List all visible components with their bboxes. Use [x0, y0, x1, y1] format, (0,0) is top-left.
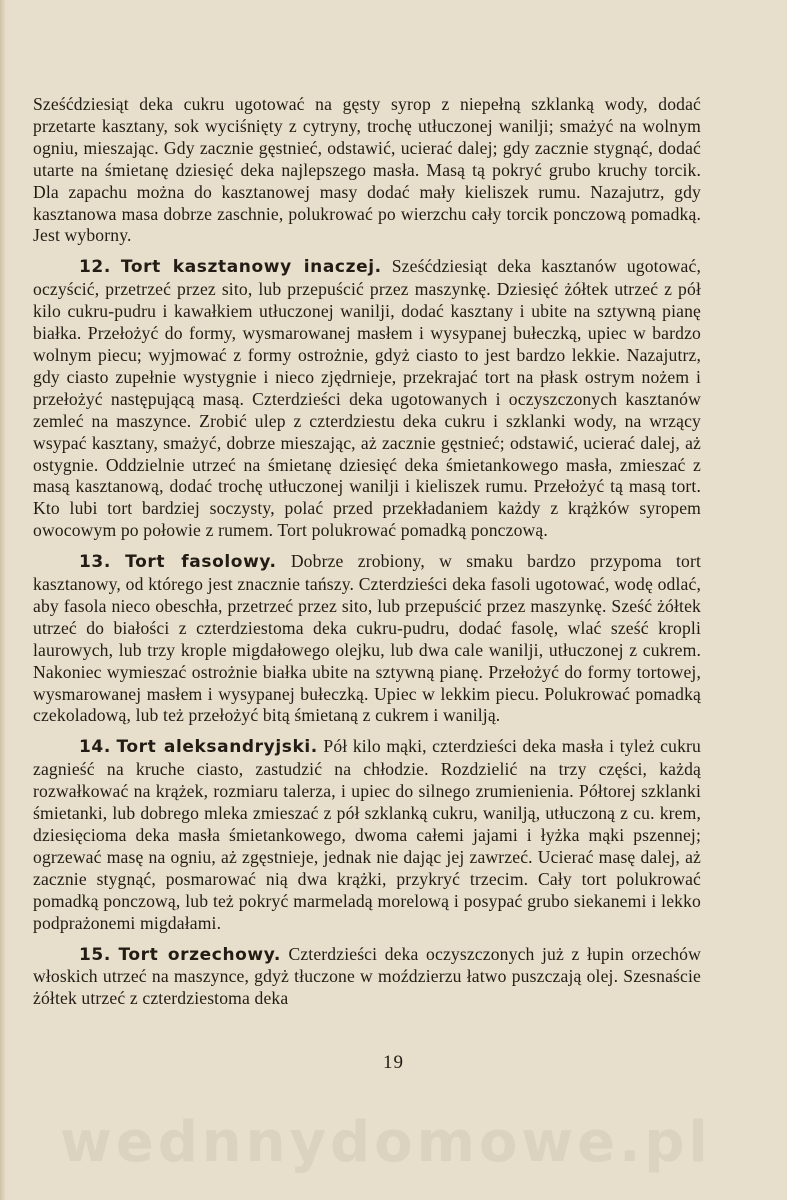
recipe-title: Tort kasztanowy inaczej.	[120, 257, 382, 278]
recipe-number: 14.	[79, 737, 111, 758]
page-edge-shadow	[0, 0, 6, 1200]
recipe-number: 12.	[79, 257, 111, 278]
recipe-body: Czterdzieści deka oczyszczonych już z łupin orzechów włoskich utrzeć na maszynce, gdyż tłuczone w moździerzu łatwo puszczają olej. Szesnaście żółtek utrzeć z czterdziestoma deka	[33, 943, 701, 1009]
recipe-body: Dobrze zrobiony, w smaku bardzo przypoma tort kasztanowy, od którego jest znacznie tańszy. Czterdzieści deka fasoli ugotować, wodę odlać, aby fasola nieco obeschła, przetrzeć przez sito, lub przepuścić przez maszynkę. Sześć żółtek utrzeć do białości z czterdziestoma deka cukru-pudru, dodać fasolę, wlać sześć kropli laurowych, lub trzy krople migdałowego olejku, lub dwa cale wanilji, utłuczonej z cukrem. Nakoniec wymieszać ostrożnie białka ubite na sztywną pianę. Przełożyć do formy tortowej, wysmarowanej masłem i wysypanej bułeczką. Upiec w lekkim piecu. Polukrować pomadką czekoladową, lub też przełożyć bitą śmietaną z cukrem i wanilją.	[33, 551, 701, 726]
recipe-13	[33, 551, 701, 727]
recipe-title: Tort orzechowy.	[118, 944, 281, 965]
recipe-body: Sześćdziesiąt deka kasztanów ugotować, oczyścić, przetrzeć przez sito, lub przepuścić przez maszynkę. Dziesięć żółtek utrzeć z pół kilo cukru-pudru i kawałkiem utłuczonej wanilji, dodać kasztany i ubite na sztywną pianę białka. Przełożyć do formy, wysmarowanej masłem i wysypanej bułeczką, upiec w bardzo wolnym piecu; wyjmować z formy ostrożnie, gdyż ciasto to jest bardzo lekkie. Nazajutrz, gdy ciasto zupełnie wystygnie i nieco zjędrnieje, przekrajać tort na płask ostrym nożem i przełożyć następującą masą. Czterdzieści deka ugotowanych i oczyszczonych kasztanów zemleć na maszynce. Zrobić ulep z czterdziestu deka cukru i szklanki wody, na wrzący wsypać kasztany, smażyć, dobrze mieszając, aż zacznie gęstnieć; odstawić, ucierać dalej, aż ostygnie. Oddzielnie utrzeć na śmietanę dziesięć deka śmietankowego masła, zmieszać z masą kasztanową, dodać trochę utłuczonej wanilji i kieliszek rumu. Przełożyć tą masą tort. Kto lubi tort bardziej soczysty, polać przed przekładaniem każdy z krążków syropem owocowym po połowie z rumem. Tort polukrować pomadką ponczową.	[33, 256, 701, 541]
recipe-body: Pół kilo mąki, czterdzieści deka masła i tyleż cukru zagnieść na kruche ciasto, zastudzić na chłodzie. Rozdzielić na trzy części, każdą rozwałkować na krążek, rozmiaru talerza, i upiec do silnego zrumienienia. Półtorej szklanki śmietanki, lub dobrego mleka zmieszać z pół szklanką cukru, wanilją, utłuczoną z cu. krem, dziesięcioma deka masła śmietankowego, dwoma całemi jajami i łyżka mąki pszennej; ogrzewać masę na ogniu, aż zgęstnieje, jednak nie dając jej zawrzeć. Ucierać masę dalej, aż zacznie stygnąć, posmarować nią dwa krążki, przykryć trzecim. Cały tort polukrować pomadką ponczową, lub też pokryć marmeladą morelową i posypać grubo siekanemi i lekko podprażonemi migdałami.	[33, 736, 701, 933]
recipe-15	[33, 944, 701, 1011]
page-text	[33, 94, 701, 1010]
recipe-number: 15.	[79, 944, 111, 965]
watermark: wednnydomowe.pl	[60, 1110, 712, 1175]
recipe-12	[33, 256, 701, 542]
recipe-title: Tort fasolowy.	[125, 552, 277, 573]
recipe-14	[33, 736, 701, 934]
recipe-title: Tort aleksandryjski.	[116, 737, 318, 758]
recipe-number: 13.	[79, 552, 111, 573]
page-number: 19	[383, 1052, 404, 1073]
intro-paragraph: Sześćdziesiąt deka cukru ugotować na gęsty syrop z niepełną szklanką wody, dodać przetarte kasztany, sok wyciśnięty z cytryny, trochę utłuczonej wanilji; smażyć na wolnym ogniu, mieszając. Gdy zacznie gęstnieć, odstawić, ucierać dalej; gdy zacznie stygnąć, dodać utarte na śmietanę dziesięć deka najlepszego masła. Masą tą pokryć grubo kruchy torcik. Dla zapachu można do kasztanowej masy dodać mały kieliszek rumu. Nazajutrz, gdy kasztanowa masa dobrze zaschnie, polukrować po wierzchu cały torcik ponczową pomadką. Jest wyborny.	[33, 94, 701, 246]
